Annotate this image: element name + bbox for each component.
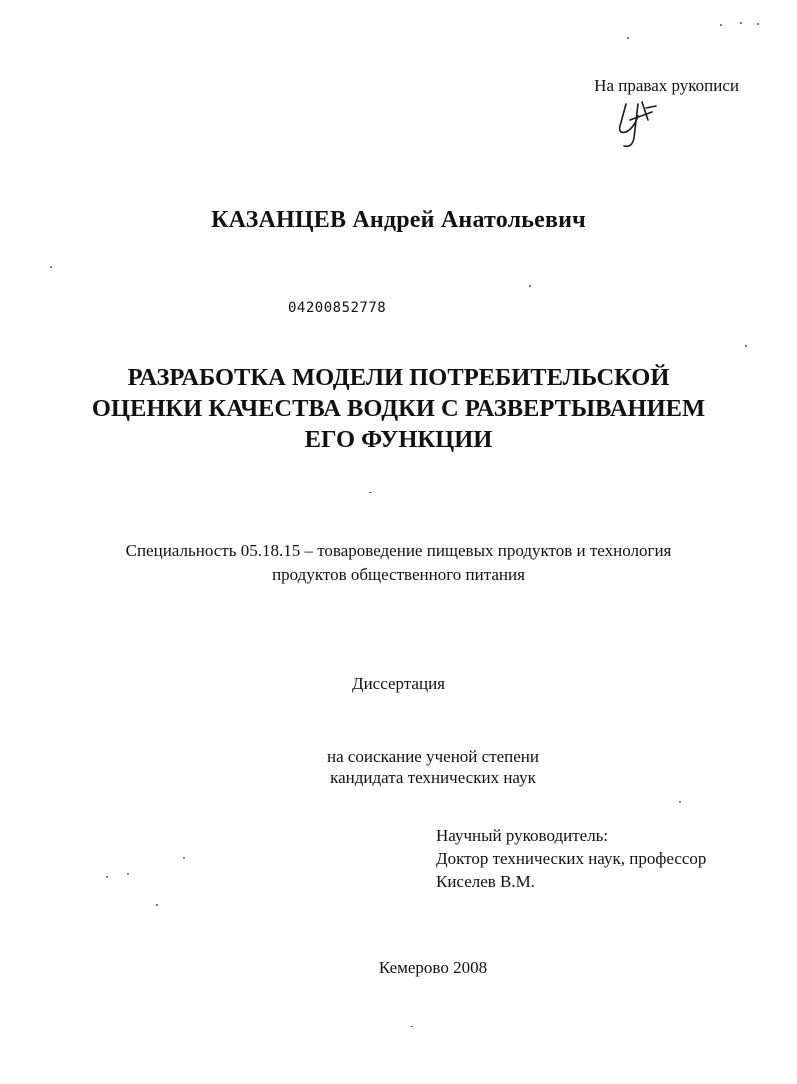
dissertation-title [0,362,797,455]
supervisor-name: Киселев В.М. [436,872,535,891]
scan-speck [127,873,129,875]
scan-speck [50,266,52,268]
title-line: ОЦЕНКИ КАЧЕСТВА ВОДКИ С РАЗВЕРТЫВАНИЕМ [91,395,706,422]
supervisor-label: Научный руководитель: [436,826,609,845]
specialty-line: продуктов общественного питания [272,565,525,584]
scan-speck [410,1026,413,1027]
supervisor-block [436,824,706,893]
degree-line: кандидата технических наук [330,768,536,787]
handwritten-signature [612,98,662,150]
scan-speck [156,904,158,906]
supervisor-title: Доктор технических наук, профессор [436,849,707,868]
author-name: КАЗАНЦЕВ Андрей Анатольевич [211,207,586,233]
degree-line: на соискание ученой степени [326,747,540,766]
place-year: Кемерово 2008 [378,958,488,977]
document-code: 04200852778 [288,300,387,316]
scan-speck [627,37,629,39]
scan-speck [369,492,372,493]
scan-speck [183,857,185,859]
specialty-line: Специальность 05.18.15 – товароведение пищевых продуктов и технология [125,541,672,560]
scan-speck [529,285,531,287]
specialty-text [0,539,797,587]
degree-text [0,746,797,788]
document-type: Диссертация [351,674,445,693]
title-line: ЕГО ФУНКЦИИ [304,426,493,453]
scan-speck [679,801,681,803]
scan-speck [720,24,722,26]
title-line: РАЗРАБОТКА МОДЕЛИ ПОТРЕБИТЕЛЬСКОЙ [127,364,670,391]
scan-speck [757,23,759,25]
rights-note: На правах рукописи [594,76,739,95]
scan-speck [106,876,108,878]
scan-speck [745,345,747,347]
scan-speck [740,22,742,24]
